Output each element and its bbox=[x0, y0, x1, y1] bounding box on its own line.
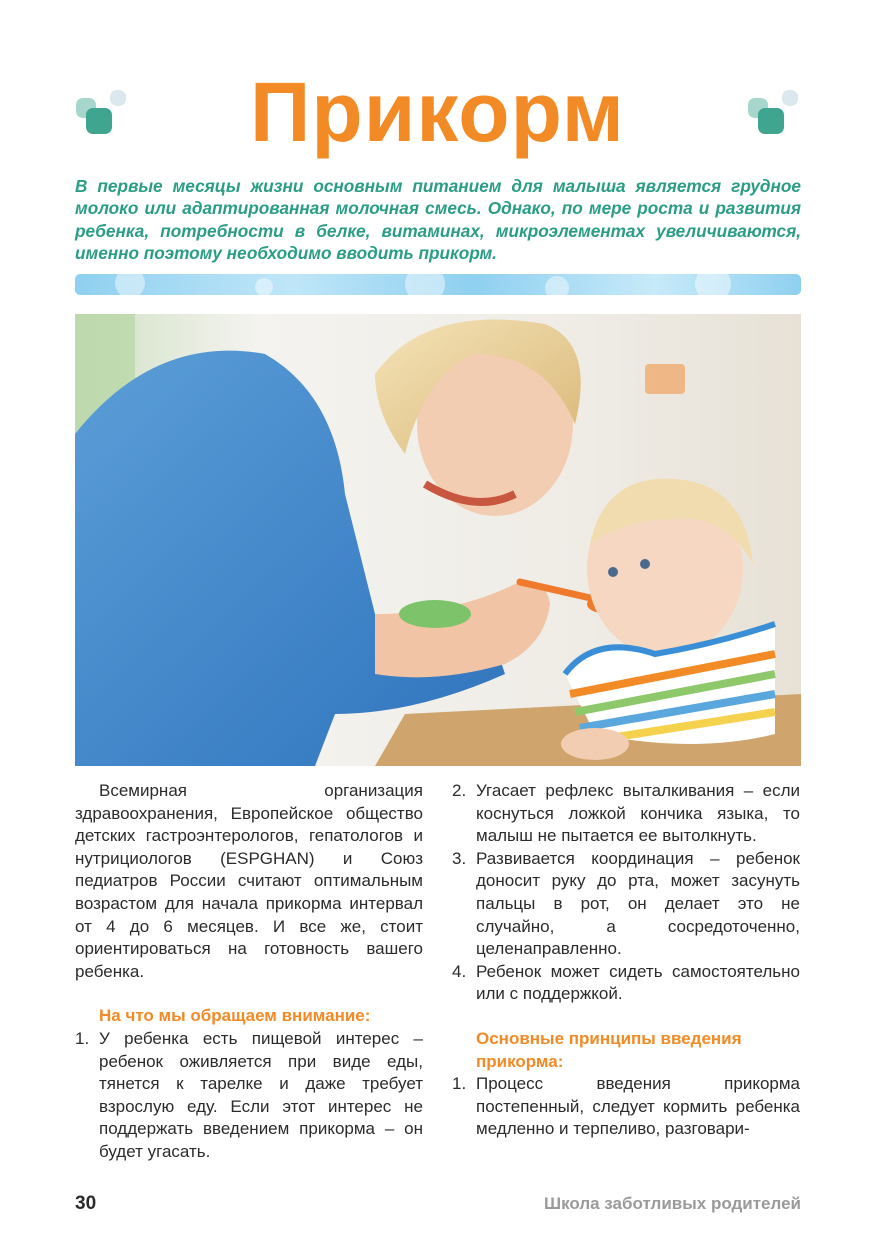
list-item: 1. Процесс введения прикорма постепенный, следует кормить ребенка медленно и терпеливо, разговари- bbox=[452, 1074, 800, 1139]
right-column bbox=[452, 780, 800, 1141]
list-item: 1. У ребенка есть пищевой интерес – ребенок оживляется при виде еды, тянется к тарелке и даже требует взрослую еду. Если этот интерес не поддержать введением прикорма – он будет угасать. bbox=[75, 1028, 423, 1161]
page-number: 30 bbox=[75, 1193, 97, 1214]
photo-mother-feeding-baby bbox=[75, 314, 801, 766]
list-item: 3. Развивается координация – ребенок доносит руку до рта, может засунуть пальцы в рот, он делает это не случайно, а сосредоточенно, целенаправленно. bbox=[452, 848, 800, 959]
page-title: Прикорм bbox=[250, 65, 625, 159]
list-item: 2. Угасает рефлекс выталкивания – если коснуться ложкой кончика языка, то малыш не пытается ее вытолкнуть. bbox=[452, 781, 800, 846]
principles-list bbox=[452, 1073, 800, 1141]
left-column bbox=[75, 780, 423, 1164]
attention-list bbox=[75, 1028, 423, 1164]
attention-list-continued bbox=[452, 780, 800, 1006]
subheading-attention: На что мы обращаем внимание: bbox=[99, 1006, 371, 1026]
footer-title: Школа заботливых родителей bbox=[544, 1194, 801, 1213]
subheading-principles: Основные принципы введения прикорма: bbox=[476, 1028, 742, 1071]
intro-paragraph: Всемирная организация здравоохранения, Европейское общество детских гастроэнтерологов, гепатологов и нутрициологов (ESPGHAN) и Союз педиатров России считают оптимальным возрастом для начала прикорма интервал от 4 до 6 месяцев. И все же, стоит ориентироваться на готовность вашего ребенка. bbox=[75, 781, 423, 981]
decorative-band bbox=[75, 274, 801, 295]
list-item: 4. Ребенок может сидеть самостоятельно или с поддержкой. bbox=[452, 961, 800, 1004]
intro-text: В первые месяцы жизни основным питанием для малыша является грудное молоко или адаптированная молочная смесь. Однако, по мере роста и развития ребенка, потребности в белке, витаминах, микроэлементах увеличиваются, именно поэтому необходимо вводить прикорм. bbox=[75, 176, 801, 263]
